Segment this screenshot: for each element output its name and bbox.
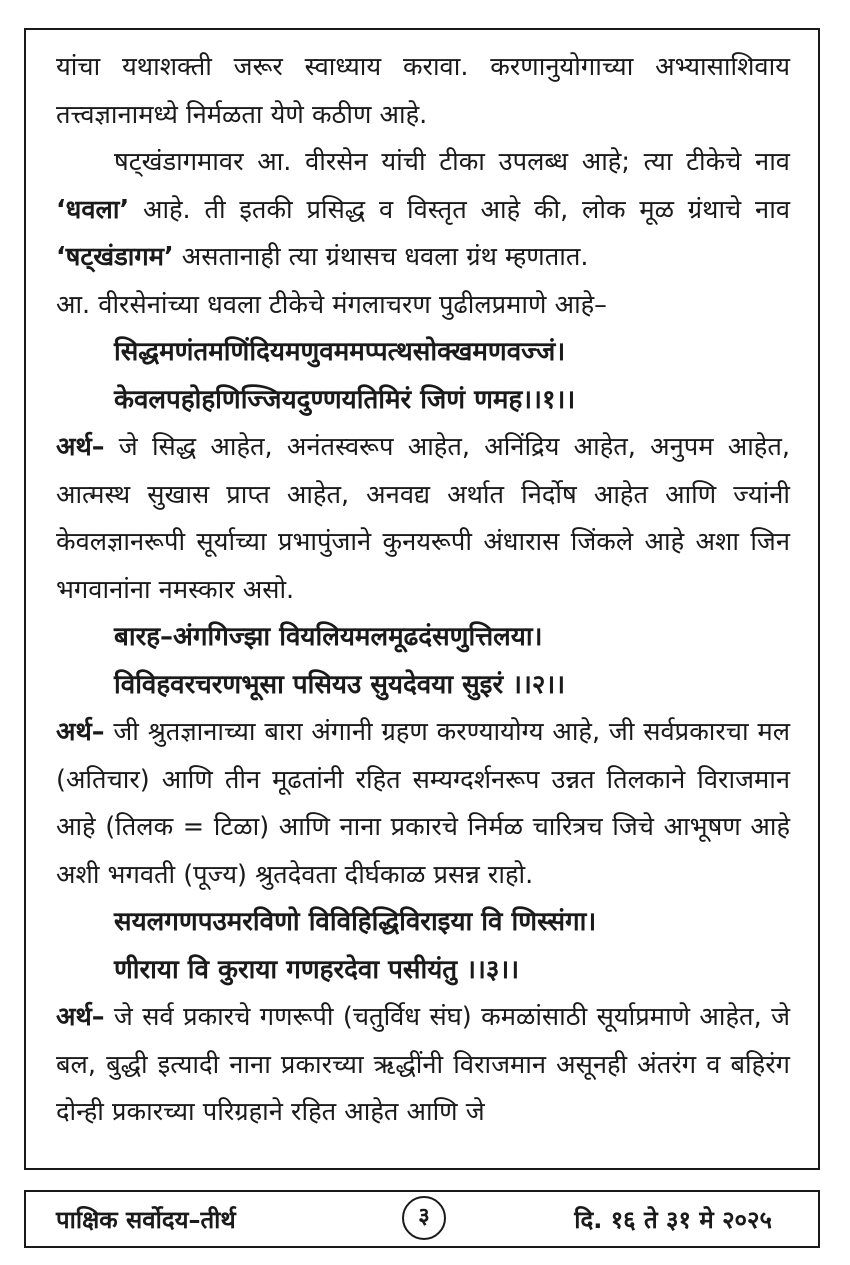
page-content	[24, 28, 820, 1170]
verse-3-line-1: सयलगणपउमरविणो विविहिद्धिविराइया वि णिस्संगा।	[114, 907, 597, 937]
artha-label: अर्थ–	[56, 1002, 105, 1032]
footer	[24, 1190, 820, 1248]
paragraph-intro: यांचा यथाशक्ती जरूर स्वाध्याय करावा. करणानुयोगाच्या अभ्यासाशिवाय तत्त्वज्ञानामध्ये निर्मळता येणे कठीण आहे.	[56, 52, 790, 130]
page-number-badge: ३	[402, 1196, 446, 1240]
verse-2-line-1: बारह–अंगगिज्झा वियलियमलमूढदंसणुत्तिलया।	[114, 622, 543, 652]
paragraph-dhavala	[56, 139, 790, 282]
paragraph-dhavala-text-a: षट्खंडागमावर आ. वीरसेन यांची टीका उपलब्ध आहे; त्या टीकेचे नाव	[114, 147, 790, 177]
artha-label: अर्थ–	[56, 432, 105, 462]
verse-1-line-1: सिद्धमणंतमणिंदियमणुवममप्पत्थसोक्खमणवज्जं।	[114, 337, 566, 367]
verse-3-line-2: णीराया वि कुराया गणहरदेवा पसीयंतु ।।३।।	[114, 954, 520, 985]
meaning-2-text: जी श्रुतज्ञानाच्या बारा अंगानी ग्रहण करण्यायोग्य आहे, जी सर्वप्रकारचा मल (अतिचार) आणि तीन मूढतांनी रहित सम्यग्दर्शनरूप उन्नत तिलकाने विराजमान आहे (तिलक = टिळा) आणि नाना प्रकारचे निर्मळ चारित्रच जिचे आभूषण आहे अशी भगवती (पूज्य) श्रुतदेवता दीर्घकाळ प्रसन्न राहो.	[56, 717, 790, 890]
meaning-2	[56, 709, 790, 899]
verse-1-line-2: केवलपहोहणिज्जियदुण्णयतिमिरं जिणं णमह।।१।।	[114, 384, 576, 415]
meaning-1	[56, 424, 790, 614]
shatkhandagam-title: ‘षट्खंडागम’	[56, 242, 174, 272]
artha-label: अर्थ–	[56, 717, 105, 747]
issue-date: दि. १६ ते ३१ मे २०२५	[574, 1206, 772, 1234]
publication-name: पाक्षिक सर्वोदय–तीर्थ	[56, 1206, 236, 1234]
paragraph-dhavala-text-e: असतानाही त्या ग्रंथासच धवला ग्रंथ म्हणतात.	[173, 242, 589, 272]
meaning-3-text: जे सर्व प्रकारचे गणरूपी (चतुर्विध संघ) कमळांसाठी सूर्याप्रमाणे आहेत, जे बल, बुद्धी इत्यादी नाना प्रकारच्या ऋद्धींनी विराजमान असूनही अंतरंग व बहिरंग दोन्ही प्रकारच्या परिग्रहाने रहित आहेत आणि जे	[56, 1002, 790, 1127]
dhavala-title: ‘धवला’	[56, 194, 130, 225]
meaning-1-text: जे सिद्ध आहेत, अनंतस्वरूप आहेत, अनिंद्रिय आहेत, अनुपम आहेत, आत्मस्थ सुखास प्राप्त आहेत, अनवद्य अर्थात निर्दोष आहेत आणि ज्यांनी केवलज्ञानरूपी सूर्याच्या प्रभापुंजाने कुनयरूपी अंधारास जिंकले आहे अशा जिन भगवानांना नमस्कार असो.	[56, 432, 790, 605]
paragraph-dhavala-text-c: आहे. ती इतकी प्रसिद्ध व विस्तृत आहे की, लोक मूळ ग्रंथाचे नाव	[129, 194, 790, 225]
verse-2-line-2: विविहवरचरणभूसा पसियउ सुयदेवया सुइरं ।।२।।	[114, 669, 566, 700]
paragraph-mangalacharan-intro: आ. वीरसेनांच्या धवला टीकेचे मंगलाचरण पुढीलप्रमाणे आहे–	[56, 289, 607, 320]
meaning-3	[56, 994, 790, 1137]
